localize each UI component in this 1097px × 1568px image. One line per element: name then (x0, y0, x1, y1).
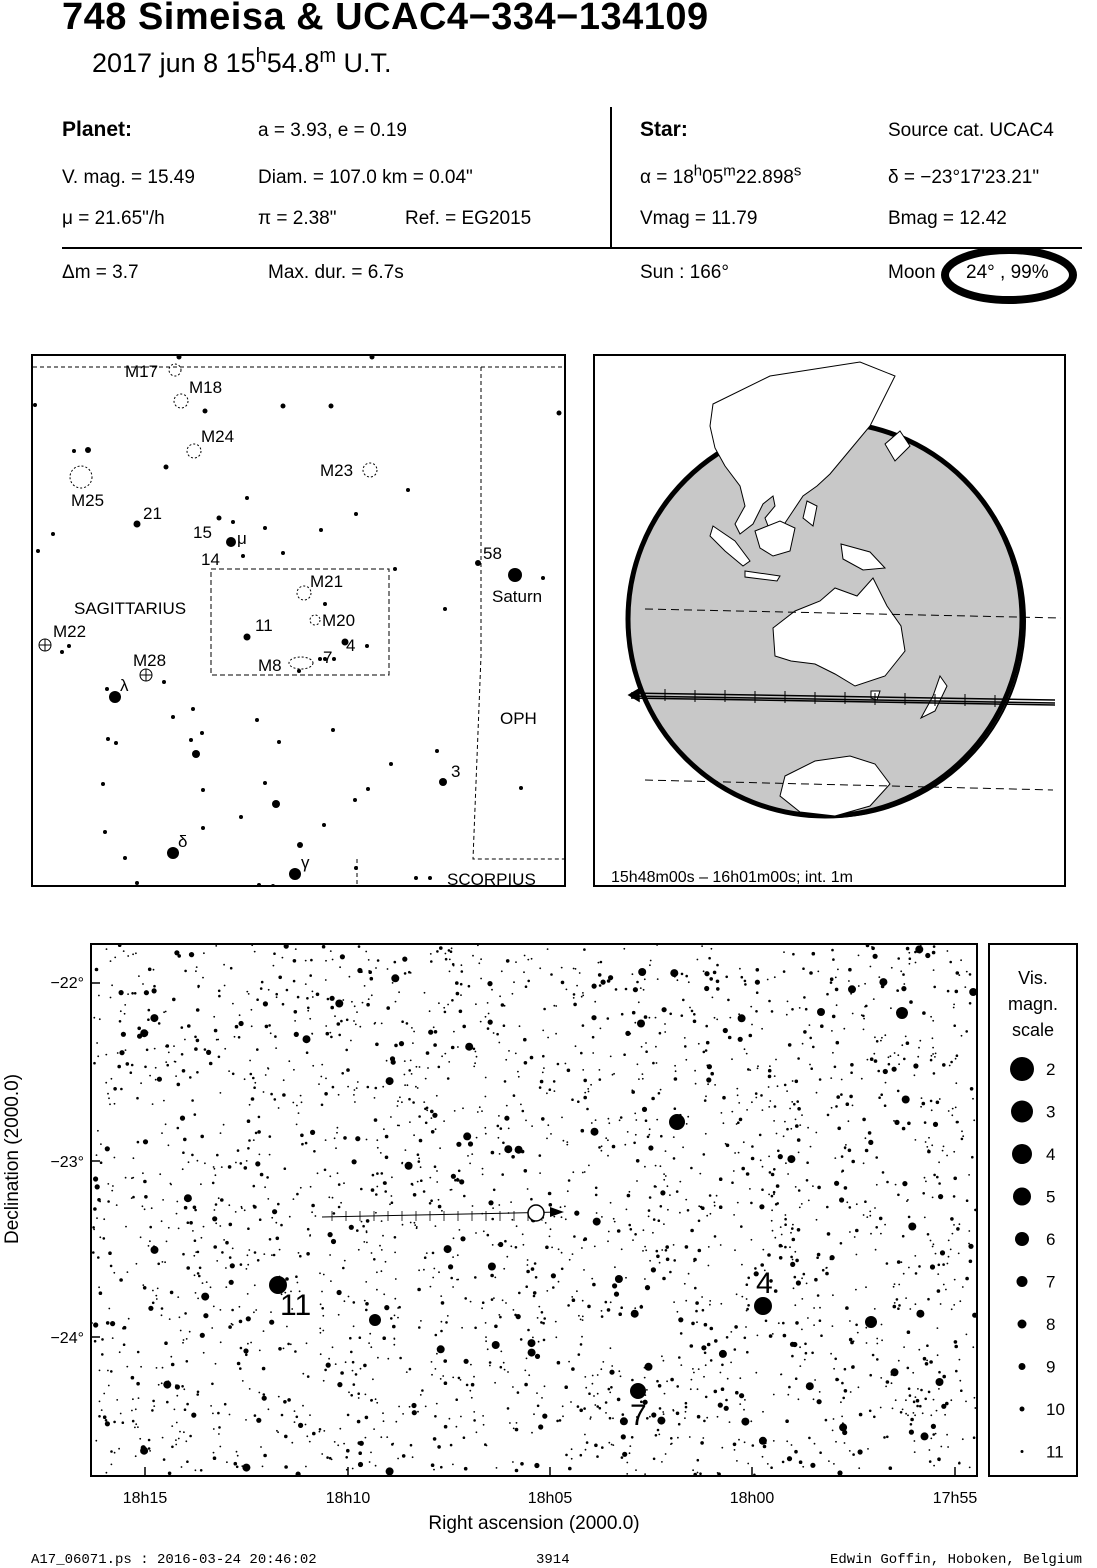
xtick-18h10: 18h10 (325, 1490, 371, 1507)
scale-label-mag-6: 6 (1046, 1230, 1056, 1249)
planet-motion: μ = 21.65"/h (62, 208, 165, 229)
ytick-24: −24° (50, 1330, 84, 1347)
label-m8: M8 (258, 656, 282, 675)
scale-dot-mag-9 (1019, 1363, 1026, 1370)
scale-dot-mag-8 (1018, 1320, 1027, 1329)
scale-label-mag-11: 11 (1046, 1442, 1064, 1462)
label-m22: M22 (53, 622, 87, 641)
star-source-catalog: Source cat. UCAC4 (888, 120, 1054, 141)
finder-chart (31, 354, 566, 887)
label-star-15: 15 (193, 523, 212, 542)
planet-orbit: a = 3.93, e = 0.19 (258, 120, 407, 141)
star-right-ascension: $\alpha = 18^h05^m22.898^s$ (640, 162, 802, 188)
footer-file: A17_06071.ps : 2016-03-24 20:46:02 (31, 1552, 317, 1568)
max-duration: Max. dur. = 6.7s (268, 262, 404, 283)
event-minutes: 54.8 (266, 48, 320, 78)
scale-dot-mag-2 (1010, 1057, 1034, 1081)
scale-title: Vis. magn. scale (1007, 968, 1059, 1040)
minute-symbol: m (319, 45, 337, 67)
scale-dot-mag-4 (1012, 1144, 1032, 1164)
star-bmag: Bmag = 12.42 (888, 208, 1007, 229)
planet-parallax: π = 2.38" (258, 208, 337, 229)
label-oph: OPH (500, 709, 537, 728)
star-vmag: Vmag = 11.79 (640, 208, 758, 229)
label-star-4: 4 (346, 636, 356, 655)
xtick-18h15: 18h15 (122, 1490, 168, 1507)
label-star-3: 3 (451, 762, 461, 781)
label-star-14: 14 (201, 550, 220, 569)
earth-globe-panel (593, 354, 1066, 887)
footer-author: Edwin Goffin, Hoboken, Belgium (830, 1552, 1083, 1568)
m25-cluster-icon (70, 466, 92, 488)
label-m17: M17 (125, 362, 159, 381)
scale-dot-mag-10 (1020, 1407, 1025, 1412)
finder-stars (33, 356, 562, 885)
hour-symbol: h (255, 45, 267, 67)
xtick-17h55: 17h55 (932, 1490, 978, 1507)
m20-nebula-icon (310, 615, 320, 625)
scale-label-mag-10: 10 (1046, 1400, 1065, 1419)
m18-cluster-icon (174, 394, 188, 408)
page-title: 748 Simeisa & UCAC4−334−134109 (62, 0, 709, 38)
scale-dot-mag-3 (1011, 1101, 1033, 1123)
m17-cluster-icon (169, 364, 181, 376)
ytick-23: −23° (50, 1154, 84, 1171)
scale-label-mag-8: 8 (1046, 1315, 1056, 1334)
planet-diameter: Diam. = 107.0 km = 0.04" (258, 167, 473, 188)
label-sagittarius: SAGITTARIUS (74, 599, 187, 618)
scale-label-mag-9: 9 (1046, 1357, 1056, 1377)
label-big-11: 11 (280, 1289, 312, 1322)
magnitude-scale-svg (990, 945, 1076, 1475)
m21-cluster-icon (297, 586, 311, 600)
label-m18: M18 (189, 378, 223, 397)
moon-highlight-ellipse (935, 247, 1085, 309)
label-star-58: 58 (483, 544, 502, 563)
label-m20: M20 (322, 611, 356, 630)
globe-time-caption: 15h48m00s – 16h01m00s; int. 1m (611, 869, 853, 885)
scale-label-mag-2: 2 (1046, 1060, 1056, 1079)
finder-chart-svg (33, 356, 564, 885)
planet-label: Planet: (62, 118, 133, 141)
star-declination: δ = −23°17'23.21" (888, 167, 1040, 188)
scale-label-mag-3: 3 (1046, 1102, 1056, 1122)
star-label: Star: (640, 118, 688, 141)
label-saturn: Saturn (492, 587, 543, 606)
m24-cloud-icon (187, 444, 201, 458)
planet-reference: Ref. = EG2015 (405, 208, 532, 229)
label-m28: M28 (133, 651, 167, 670)
table-divider-vertical (610, 107, 612, 247)
label-big-4: 4 (756, 1267, 773, 1300)
scale-label-mag-4: 4 (1046, 1145, 1056, 1164)
label-gamma-sgr: γ (301, 853, 310, 872)
magnitude-drop: Δm = 3.7 (62, 262, 139, 283)
label-delta-sgr: δ (178, 832, 188, 851)
moon-label: Moon (888, 262, 936, 283)
planet-vmag: V. mag. = 15.49 (62, 167, 195, 188)
event-date: 2017 jun 8 15 (92, 48, 256, 78)
ytick-22: −22° (50, 975, 84, 992)
scale-dot-mag-5 (1013, 1188, 1031, 1206)
time-scale: U.T. (336, 48, 392, 78)
xtick-18h00: 18h00 (729, 1490, 775, 1507)
label-star-11: 11 (255, 616, 273, 635)
constellation-boundaries (33, 367, 564, 885)
event-datetime (92, 45, 392, 79)
footer-number: 3914 (536, 1552, 570, 1568)
y-axis-label: Declination (2000.0) (2, 1073, 23, 1245)
label-m23: M23 (320, 461, 354, 480)
label-m25: M25 (71, 491, 105, 510)
m8-nebula-icon (289, 657, 313, 669)
label-lambda-sgr: λ (120, 676, 129, 695)
globe-svg (595, 356, 1064, 885)
label-m24: M24 (201, 427, 235, 446)
scale-label-mag-5: 5 (1046, 1187, 1056, 1207)
label-mu-sgr: μ (237, 529, 247, 548)
x-axis-label: Right ascension (2000.0) (428, 1513, 640, 1534)
label-star-7: 7 (323, 648, 333, 667)
table-divider-horizontal (62, 247, 1082, 249)
label-big-7: 7 (630, 1399, 647, 1432)
scale-dot-mag-6 (1015, 1232, 1029, 1246)
sun-elongation: Sun : 166° (640, 262, 729, 283)
moon-value: 24° , 99% (966, 262, 1049, 283)
finder-labels (53, 362, 542, 885)
label-m21: M21 (310, 572, 344, 591)
star-map-axes (0, 943, 1097, 1543)
scale-dot-mag-11 (1021, 1450, 1024, 1453)
label-scorpius: SCORPIUS (447, 870, 536, 885)
xtick-18h05: 18h05 (527, 1490, 573, 1507)
scale-label-mag-7: 7 (1046, 1272, 1056, 1292)
scale-dot-mag-7 (1017, 1276, 1028, 1287)
axis-ticks (90, 983, 955, 1477)
label-star-21: 21 (143, 504, 162, 523)
m23-cluster-icon (363, 463, 377, 477)
magnitude-scale-panel (988, 943, 1078, 1477)
field-of-view-rectangle (211, 569, 389, 675)
